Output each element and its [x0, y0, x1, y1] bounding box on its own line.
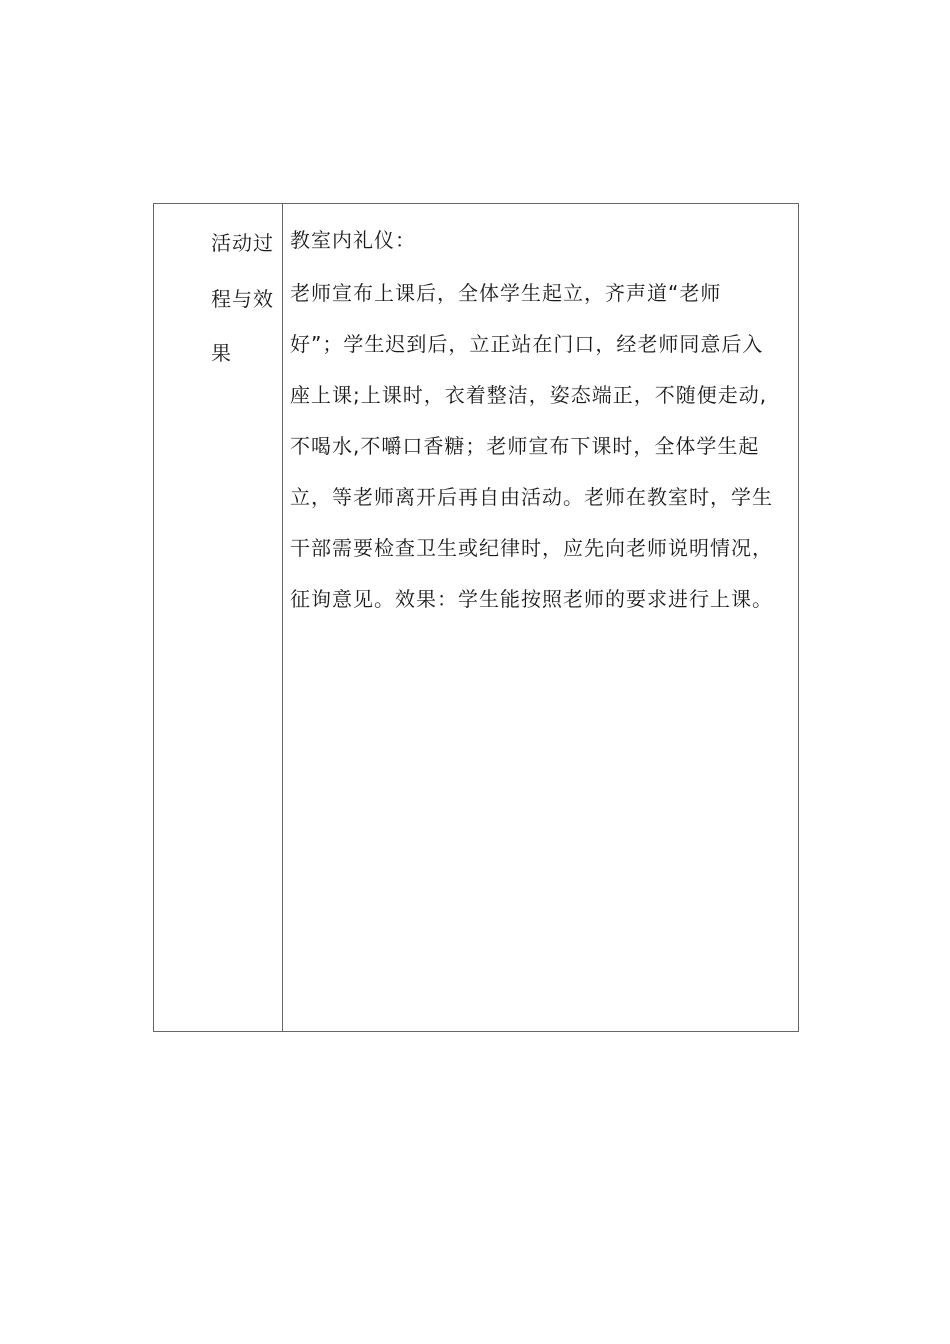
content-cell: [283, 204, 798, 1031]
content-line: 不喝水,不嚼口香糖；老师宣布下课时，全体学生起: [290, 434, 760, 458]
content-line: 征询意见。效果：学生能按照老师的要求进行上课。: [290, 587, 773, 611]
content-line: 好”；学生迟到后，立正站在门口，经老师同意后入: [290, 332, 764, 356]
content-heading: 教室内礼仪：: [290, 228, 416, 252]
content-line: 干部需要检查卫生或纪律时，应先向老师说明情况，: [290, 536, 773, 560]
label-line: 程与效: [211, 287, 274, 311]
content-line: 老师宣布上课后，全体学生起立，齐声道“老师: [290, 281, 722, 305]
label-line: 活动过: [211, 231, 274, 255]
activity-table: [153, 203, 799, 1032]
label-cell: [154, 204, 283, 1031]
content-line: 座上课;上课时，衣着整洁，姿态端正，不随便走动,: [290, 383, 768, 407]
content-line: 立，等老师离开后再自由活动。老师在教室时，学生: [290, 485, 773, 509]
label-line: 果: [211, 341, 232, 365]
